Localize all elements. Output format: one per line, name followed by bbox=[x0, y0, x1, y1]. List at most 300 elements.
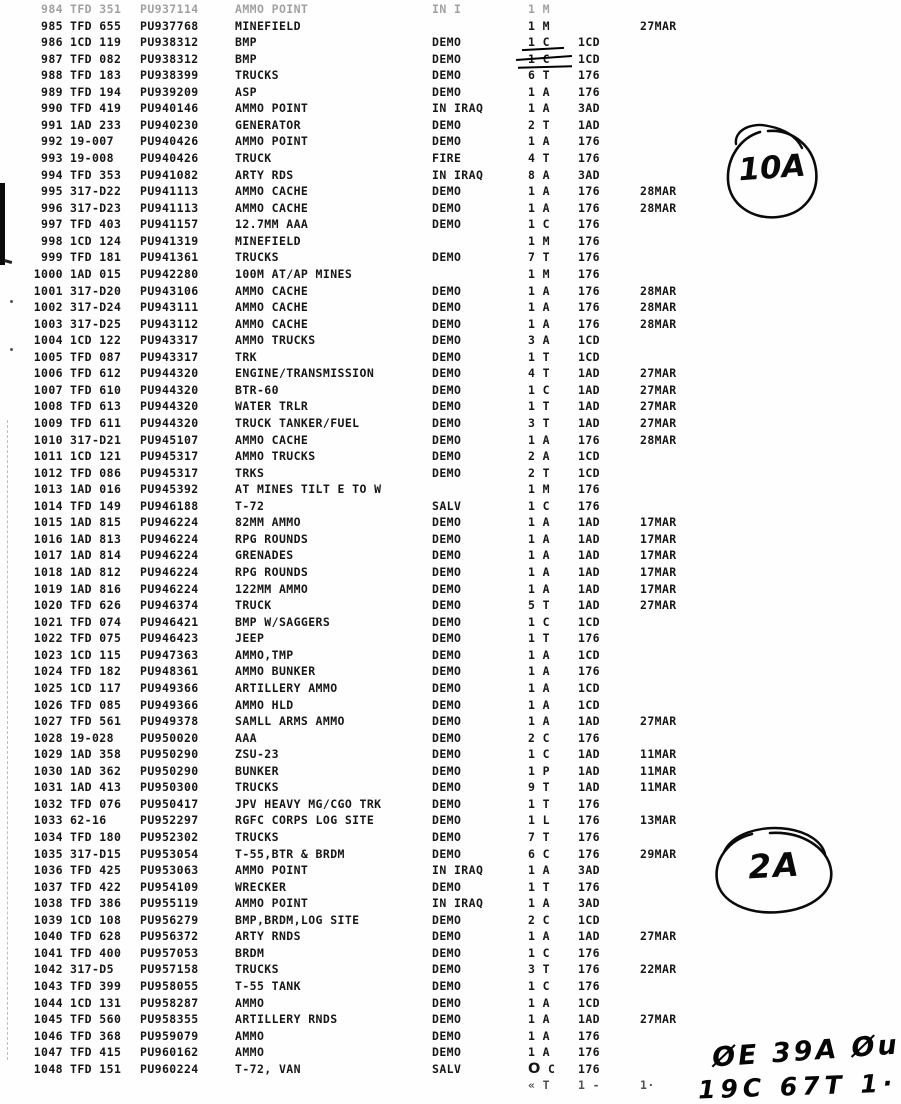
cell-index: 1010 bbox=[33, 432, 63, 447]
cell-pu-number: PU950300 bbox=[140, 780, 199, 795]
cell-pu-number: PU958355 bbox=[140, 1012, 199, 1027]
cell-unit-id: TFD 149 bbox=[70, 498, 122, 513]
cell-pu-number: PU938312 bbox=[140, 35, 199, 50]
cell-quantity: 9 T bbox=[528, 780, 550, 795]
cell-status: IN IRAQ bbox=[432, 167, 484, 182]
cell-unit-id: TFD 611 bbox=[70, 416, 122, 430]
cell-index: 999 bbox=[41, 250, 63, 265]
table-row bbox=[0, 797, 850, 814]
cell-unit-id: 317-D24 bbox=[70, 300, 122, 315]
cell-unit-code: 1CD bbox=[578, 912, 600, 927]
cell-unit-id: TFD 655 bbox=[70, 18, 122, 33]
cell-index: 1003 bbox=[33, 316, 63, 331]
cell-unit-code: 1CD bbox=[578, 449, 600, 464]
cell-quantity: 1 A bbox=[528, 283, 550, 298]
table-row bbox=[0, 532, 850, 549]
cell-unit-id: TFD 628 bbox=[70, 929, 122, 944]
cell-pu-number: PU945392 bbox=[140, 482, 199, 497]
cell-description: ARTILLERY AMMO bbox=[235, 680, 338, 695]
cell-index: 1004 bbox=[33, 333, 63, 348]
cell-unit-id: TFD 181 bbox=[70, 250, 122, 265]
cell-description: TRUCK bbox=[235, 151, 272, 166]
cell-quantity: 1 A bbox=[528, 432, 550, 447]
cell-index: 1030 bbox=[33, 763, 63, 778]
cell-unit-code: 176 bbox=[578, 498, 600, 513]
cell-quantity: 6 C bbox=[528, 846, 550, 861]
cell-status: DEMO bbox=[432, 531, 462, 546]
cell-unit-id: 19-008 bbox=[70, 151, 114, 166]
cell-unit-id: 1AD 814 bbox=[70, 548, 122, 563]
cell-pu-number: PU946188 bbox=[140, 498, 199, 513]
table-row bbox=[0, 582, 850, 599]
cell-description: AMMO POINT bbox=[235, 2, 309, 16]
cell-date: 28MAR bbox=[640, 200, 677, 215]
cell-quantity: 1 C bbox=[528, 35, 550, 50]
cell-unit-code: 176 bbox=[578, 1028, 600, 1043]
cell-quantity: 2 A bbox=[528, 449, 550, 464]
cell-unit-id: TFD 419 bbox=[70, 101, 122, 116]
cell-quantity: 1 C bbox=[528, 979, 550, 994]
cell-unit-code: 1AD bbox=[578, 416, 600, 430]
cell-index: 1048 bbox=[33, 1061, 63, 1076]
table-row bbox=[0, 85, 850, 102]
cell-unit-code: 1CD bbox=[578, 697, 600, 712]
cell-description: TRK bbox=[235, 349, 257, 364]
cell-quantity: 1 C bbox=[528, 382, 550, 397]
cell-status: DEMO bbox=[432, 813, 462, 828]
cell-description: T-72, VAN bbox=[235, 1061, 301, 1076]
cell-unit-id: TFD 151 bbox=[70, 1061, 122, 1076]
table-row bbox=[0, 416, 850, 433]
cell-quantity: 1 A bbox=[528, 680, 550, 695]
cell-description: ARTY RNDS bbox=[235, 929, 301, 944]
cell-date: 17MAR bbox=[640, 565, 677, 580]
cell-description: SAMLL ARMS AMMO bbox=[235, 714, 345, 729]
cell-description: TRUCKS bbox=[235, 68, 279, 83]
cell-unit-id: 1CD 108 bbox=[70, 912, 122, 927]
cell-date: 27MAR bbox=[640, 399, 677, 414]
cell-pu-number: PU946374 bbox=[140, 598, 199, 613]
cell-status: DEMO bbox=[432, 250, 462, 265]
cell-pu-number: PU946421 bbox=[140, 614, 199, 629]
cell-index: 998 bbox=[41, 233, 63, 248]
cell-quantity: 1 C bbox=[528, 614, 550, 629]
cell-status: DEMO bbox=[432, 217, 462, 232]
cell-unit-code: 176 bbox=[578, 664, 600, 679]
cell-description: AMMO CACHE bbox=[235, 184, 309, 199]
table-row bbox=[0, 350, 850, 367]
cell-index: 1028 bbox=[33, 730, 63, 745]
table-row bbox=[0, 466, 850, 483]
cell-description: GENERATOR bbox=[235, 117, 301, 132]
cell-index: 1019 bbox=[33, 581, 63, 596]
cell-description: AMMO CACHE bbox=[235, 432, 309, 447]
table-row bbox=[0, 780, 850, 797]
cell-unit-code: 176 bbox=[578, 979, 600, 994]
cell-unit-code: 1AD bbox=[578, 714, 600, 729]
cell-pu-number: PU946224 bbox=[140, 515, 199, 530]
cell-index: 988 bbox=[41, 68, 63, 83]
cell-pu-number: PU941113 bbox=[140, 184, 199, 199]
cell-quantity: 1 T bbox=[528, 349, 550, 364]
cell-description: AMMO CACHE bbox=[235, 200, 309, 215]
cell-quantity: 2 C bbox=[528, 730, 550, 745]
cell-status: DEMO bbox=[432, 945, 462, 960]
cell-unit-code: 1AD bbox=[578, 382, 600, 397]
cell-unit-code: 1CD bbox=[578, 647, 600, 662]
cell-unit-id: TFD 183 bbox=[70, 68, 122, 83]
cell-unit-id: 1CD 117 bbox=[70, 680, 122, 695]
cell-quantity: 1 L bbox=[528, 813, 550, 828]
cell-unit-code: 1CD bbox=[578, 349, 600, 364]
cell-pu-number: PU940426 bbox=[140, 151, 199, 166]
table-row bbox=[0, 68, 850, 85]
cell-unit-code: 1CD bbox=[578, 333, 600, 348]
cell-description: T-55,BTR & BRDM bbox=[235, 846, 345, 861]
cell-quantity: 1 M bbox=[528, 2, 550, 16]
cell-pu-number: PU960162 bbox=[140, 1045, 199, 1060]
cell-status: DEMO bbox=[432, 846, 462, 861]
cell-unit-id: TFD 182 bbox=[70, 664, 122, 679]
cell-unit-code: 176 bbox=[578, 813, 600, 828]
cell-unit-code: 1CD bbox=[578, 995, 600, 1010]
cell-pu-number: PU945107 bbox=[140, 432, 199, 447]
cell-index: 1047 bbox=[33, 1045, 63, 1060]
cell-status: DEMO bbox=[432, 830, 462, 844]
cell-quantity: 1 P bbox=[528, 763, 550, 778]
cell-description: TRUCKS bbox=[235, 962, 279, 977]
cell-quantity: 1 M bbox=[528, 482, 550, 497]
cell-quantity: 1 A bbox=[528, 531, 550, 546]
cell-description: 122MM AMMO bbox=[235, 581, 309, 596]
table-row bbox=[0, 714, 850, 731]
cell-index: 1043 bbox=[33, 979, 63, 994]
cell-quantity: 1 T bbox=[528, 631, 550, 646]
cell-unit-id: TFD 180 bbox=[70, 830, 122, 844]
table-row bbox=[0, 764, 850, 781]
cell-status: DEMO bbox=[432, 333, 462, 348]
cell-quantity: 3 T bbox=[528, 962, 550, 977]
cell-date: 27MAR bbox=[640, 366, 677, 381]
cell-pu-number: PU947363 bbox=[140, 647, 199, 662]
cell-unit-id: TFD 561 bbox=[70, 714, 122, 729]
cell-status: DEMO bbox=[432, 35, 462, 50]
cell-unit-code: 1 - bbox=[578, 1078, 600, 1093]
cell-pu-number: PU941113 bbox=[140, 200, 199, 215]
cell-pu-number: PU957053 bbox=[140, 945, 199, 960]
cell-unit-id: 1AD 813 bbox=[70, 531, 122, 546]
cell-index: 1005 bbox=[33, 349, 63, 364]
cell-pu-number: PU950417 bbox=[140, 796, 199, 811]
table-row bbox=[0, 615, 850, 632]
cell-index: 985 bbox=[41, 18, 63, 33]
cell-index: 997 bbox=[41, 217, 63, 232]
cell-pu-number: PU944320 bbox=[140, 366, 199, 381]
cell-status: DEMO bbox=[432, 316, 462, 331]
cell-description: JPV HEAVY MG/CGO TRK bbox=[235, 796, 382, 811]
cell-date: 27MAR bbox=[640, 18, 677, 33]
cell-pu-number: PU950290 bbox=[140, 763, 199, 778]
cell-description: AT MINES TILT E TO W bbox=[235, 482, 382, 497]
cell-unit-id: 1AD 015 bbox=[70, 266, 122, 281]
cell-description: 82MM AMMO bbox=[235, 515, 301, 530]
cell-pu-number: PU953063 bbox=[140, 863, 199, 878]
cell-unit-id: TFD 560 bbox=[70, 1012, 122, 1027]
cell-unit-id: TFD 422 bbox=[70, 879, 122, 894]
cell-description: AMMO TRUCKS bbox=[235, 333, 316, 348]
cell-pu-number: PU937768 bbox=[140, 18, 199, 33]
cell-index: 1011 bbox=[33, 449, 63, 464]
cell-date: 17MAR bbox=[640, 581, 677, 596]
cell-description: TRUCK bbox=[235, 598, 272, 613]
cell-pu-number: PU945317 bbox=[140, 465, 199, 480]
cell-pu-number: PU956279 bbox=[140, 912, 199, 927]
cell-description: ARTILLERY RNDS bbox=[235, 1012, 338, 1027]
cell-index: 994 bbox=[41, 167, 63, 182]
cell-unit-id: 1CD 131 bbox=[70, 995, 122, 1010]
cell-quantity: 1 A bbox=[528, 565, 550, 580]
cell-description: AMMO CACHE bbox=[235, 300, 309, 315]
cell-unit-code: 176 bbox=[578, 796, 600, 811]
cell-date: 28MAR bbox=[640, 184, 677, 199]
cell-pu-number: PU945317 bbox=[140, 449, 199, 464]
cell-quantity: 2 C bbox=[528, 912, 550, 927]
cell-date: 28MAR bbox=[640, 283, 677, 298]
cell-index: 1023 bbox=[33, 647, 63, 662]
cell-pu-number: PU942280 bbox=[140, 266, 199, 281]
cell-index: 1044 bbox=[33, 995, 63, 1010]
cell-status: IN I bbox=[432, 2, 462, 16]
cell-pu-number: PU950290 bbox=[140, 747, 199, 762]
cell-status: DEMO bbox=[432, 879, 462, 894]
table-row bbox=[0, 565, 850, 582]
cell-unit-id: TFD 076 bbox=[70, 796, 122, 811]
table-row bbox=[0, 35, 850, 52]
cell-pu-number: PU955119 bbox=[140, 896, 199, 911]
cell-quantity: 3 T bbox=[528, 416, 550, 430]
cell-unit-code: 3AD bbox=[578, 863, 600, 878]
cell-status: DEMO bbox=[432, 747, 462, 762]
cell-pu-number: PU952302 bbox=[140, 830, 199, 844]
cell-pu-number: PU938312 bbox=[140, 51, 199, 66]
cell-description: AMMO POINT bbox=[235, 134, 309, 149]
cell-status: FIRE bbox=[432, 151, 462, 166]
cell-description: AMMO bbox=[235, 1045, 265, 1060]
table-row bbox=[0, 598, 850, 615]
cell-unit-id: 1AD 016 bbox=[70, 482, 122, 497]
cell-index: 1013 bbox=[33, 482, 63, 497]
cell-unit-code: 3AD bbox=[578, 101, 600, 116]
cell-quantity: 5 T bbox=[528, 598, 550, 613]
cell-description: AMMO bbox=[235, 995, 265, 1010]
cell-status: DEMO bbox=[432, 912, 462, 927]
cell-unit-code: 1AD bbox=[578, 399, 600, 414]
cell-unit-code: 1CD bbox=[578, 680, 600, 695]
table-row bbox=[0, 482, 850, 499]
cell-unit-id: TFD 386 bbox=[70, 896, 122, 911]
cell-date: 27MAR bbox=[640, 416, 677, 430]
cell-pu-number: PU949378 bbox=[140, 714, 199, 729]
cell-unit-id: TFD 368 bbox=[70, 1028, 122, 1043]
cell-index: 1018 bbox=[33, 565, 63, 580]
cell-description: BMP bbox=[235, 51, 257, 66]
cell-quantity: 1 A bbox=[528, 896, 550, 911]
cell-quantity: 6 T bbox=[528, 68, 550, 83]
cell-index: 1034 bbox=[33, 830, 63, 844]
cell-description: AMMO HLD bbox=[235, 697, 294, 712]
cell-pu-number: PU958287 bbox=[140, 995, 199, 1010]
table-row bbox=[0, 2, 850, 19]
cell-unit-id: TFD 415 bbox=[70, 1045, 122, 1060]
cell-unit-id: 1AD 362 bbox=[70, 763, 122, 778]
cell-quantity: 1 A bbox=[528, 1045, 550, 1060]
cell-quantity: 1 M bbox=[528, 266, 550, 281]
cell-date: 11MAR bbox=[640, 747, 677, 762]
cell-quantity: 1 A bbox=[528, 548, 550, 563]
cell-index: 1035 bbox=[33, 846, 63, 861]
cell-unit-id: 19-028 bbox=[70, 730, 114, 745]
cell-status: DEMO bbox=[432, 962, 462, 977]
cell-pu-number: PU946423 bbox=[140, 631, 199, 646]
cell-pu-number: PU948361 bbox=[140, 664, 199, 679]
cell-unit-id: TFD 613 bbox=[70, 399, 122, 414]
cell-index: 1000 bbox=[33, 266, 63, 281]
cell-description: AMMO bbox=[235, 1028, 265, 1043]
cell-quantity: 1 A bbox=[528, 929, 550, 944]
cell-unit-id: 19-007 bbox=[70, 134, 114, 149]
cell-unit-code: 176 bbox=[578, 631, 600, 646]
cell-status: DEMO bbox=[432, 184, 462, 199]
cell-index: 1016 bbox=[33, 531, 63, 546]
cell-quantity: 1 A bbox=[528, 664, 550, 679]
table-row bbox=[0, 681, 850, 698]
cell-unit-code: 1CD bbox=[578, 465, 600, 480]
circled-annotation-10a bbox=[722, 118, 822, 223]
cell-unit-id: 317-D15 bbox=[70, 846, 122, 861]
cell-index: 989 bbox=[41, 84, 63, 99]
cell-index: 995 bbox=[41, 184, 63, 199]
cell-date: 1· bbox=[640, 1078, 655, 1093]
cell-index: 987 bbox=[41, 51, 63, 66]
cell-quantity: 1 C bbox=[528, 51, 550, 66]
table-row bbox=[0, 515, 850, 532]
cell-description: BMP bbox=[235, 35, 257, 50]
cell-unit-code: 1CD bbox=[578, 614, 600, 629]
cell-description: AMMO POINT bbox=[235, 863, 309, 878]
cell-description: BUNKER bbox=[235, 763, 279, 778]
cell-unit-code: 176 bbox=[578, 84, 600, 99]
cell-unit-id: TFD 087 bbox=[70, 349, 122, 364]
cell-index: 1045 bbox=[33, 1012, 63, 1027]
cell-status: DEMO bbox=[432, 382, 462, 397]
cell-index: 1006 bbox=[33, 366, 63, 381]
cell-unit-code: 176 bbox=[578, 68, 600, 83]
cell-unit-id: TFD 074 bbox=[70, 614, 122, 629]
cell-unit-code: 1AD bbox=[578, 780, 600, 795]
cell-status: DEMO bbox=[432, 515, 462, 530]
cell-unit-id: TFD 400 bbox=[70, 945, 122, 960]
cell-unit-code: 3AD bbox=[578, 167, 600, 182]
cell-description: AMMO CACHE bbox=[235, 283, 309, 298]
cell-unit-code: 176 bbox=[578, 830, 600, 844]
cell-quantity: 2 T bbox=[528, 465, 550, 480]
cell-status: DEMO bbox=[432, 995, 462, 1010]
cell-index: 1022 bbox=[33, 631, 63, 646]
cell-status: DEMO bbox=[432, 631, 462, 646]
cell-pu-number: PU946224 bbox=[140, 531, 199, 546]
cell-index: 1025 bbox=[33, 680, 63, 695]
cell-quantity: 1 A bbox=[528, 515, 550, 530]
cell-quantity: 1 A bbox=[528, 581, 550, 596]
cell-quantity: 1 A bbox=[528, 101, 550, 116]
cell-unit-id: 1AD 815 bbox=[70, 515, 122, 530]
cell-pu-number: PU946224 bbox=[140, 581, 199, 596]
cell-pu-number: PU952297 bbox=[140, 813, 199, 828]
cell-quantity: 1 A bbox=[528, 300, 550, 315]
cell-index: 1042 bbox=[33, 962, 63, 977]
cell-unit-id: 1CD 121 bbox=[70, 449, 122, 464]
cell-unit-id: 1AD 413 bbox=[70, 780, 122, 795]
table-row bbox=[0, 664, 850, 681]
cell-status: DEMO bbox=[432, 416, 462, 430]
cell-unit-code: 3AD bbox=[578, 896, 600, 911]
cell-index: 1033 bbox=[33, 813, 63, 828]
cell-description: 100M AT/AP MINES bbox=[235, 266, 353, 281]
cell-quantity: « T bbox=[528, 1078, 550, 1093]
cell-status: DEMO bbox=[432, 399, 462, 414]
cell-pu-number: PU960224 bbox=[140, 1061, 199, 1076]
table-row bbox=[0, 996, 850, 1013]
cell-description: GRENADES bbox=[235, 548, 294, 563]
cell-pu-number: PU956372 bbox=[140, 929, 199, 944]
cell-pu-number: PU943111 bbox=[140, 300, 199, 315]
cell-quantity: 1 T bbox=[528, 879, 550, 894]
cell-unit-code: 176 bbox=[578, 134, 600, 149]
cell-index: 1037 bbox=[33, 879, 63, 894]
cell-pu-number: PU940230 bbox=[140, 117, 199, 132]
table-row bbox=[0, 433, 850, 450]
cell-unit-code: 1AD bbox=[578, 531, 600, 546]
cell-unit-code: 176 bbox=[578, 283, 600, 298]
table-row bbox=[0, 284, 850, 301]
cell-index: 1026 bbox=[33, 697, 63, 712]
cell-quantity: 1 M bbox=[528, 18, 550, 33]
handwritten-zero-mark: O bbox=[528, 1060, 541, 1077]
cell-status: DEMO bbox=[432, 979, 462, 994]
cell-pu-number: PU937114 bbox=[140, 2, 199, 16]
cell-unit-code: 176 bbox=[578, 879, 600, 894]
cell-status: DEMO bbox=[432, 283, 462, 298]
cell-unit-id: TFD 351 bbox=[70, 2, 122, 16]
annotation-label: 2A bbox=[747, 844, 802, 887]
cell-unit-id: 1CD 124 bbox=[70, 233, 122, 248]
cell-pu-number: PU957158 bbox=[140, 962, 199, 977]
cell-pu-number: PU943317 bbox=[140, 333, 199, 348]
cell-status: DEMO bbox=[432, 84, 462, 99]
cell-unit-id: 1AD 233 bbox=[70, 117, 122, 132]
cell-unit-code: 176 bbox=[578, 200, 600, 215]
cell-index: 1024 bbox=[33, 664, 63, 679]
cell-description: AMMO CACHE bbox=[235, 316, 309, 331]
cell-index: 990 bbox=[41, 101, 63, 116]
cell-quantity: O C bbox=[528, 1060, 556, 1077]
table-row bbox=[0, 979, 850, 996]
cell-description: RPG ROUNDS bbox=[235, 565, 309, 580]
table-row bbox=[0, 317, 850, 334]
cell-index: 984 bbox=[41, 2, 63, 16]
cell-index: 992 bbox=[41, 134, 63, 149]
cell-unit-id: TFD 612 bbox=[70, 366, 122, 381]
